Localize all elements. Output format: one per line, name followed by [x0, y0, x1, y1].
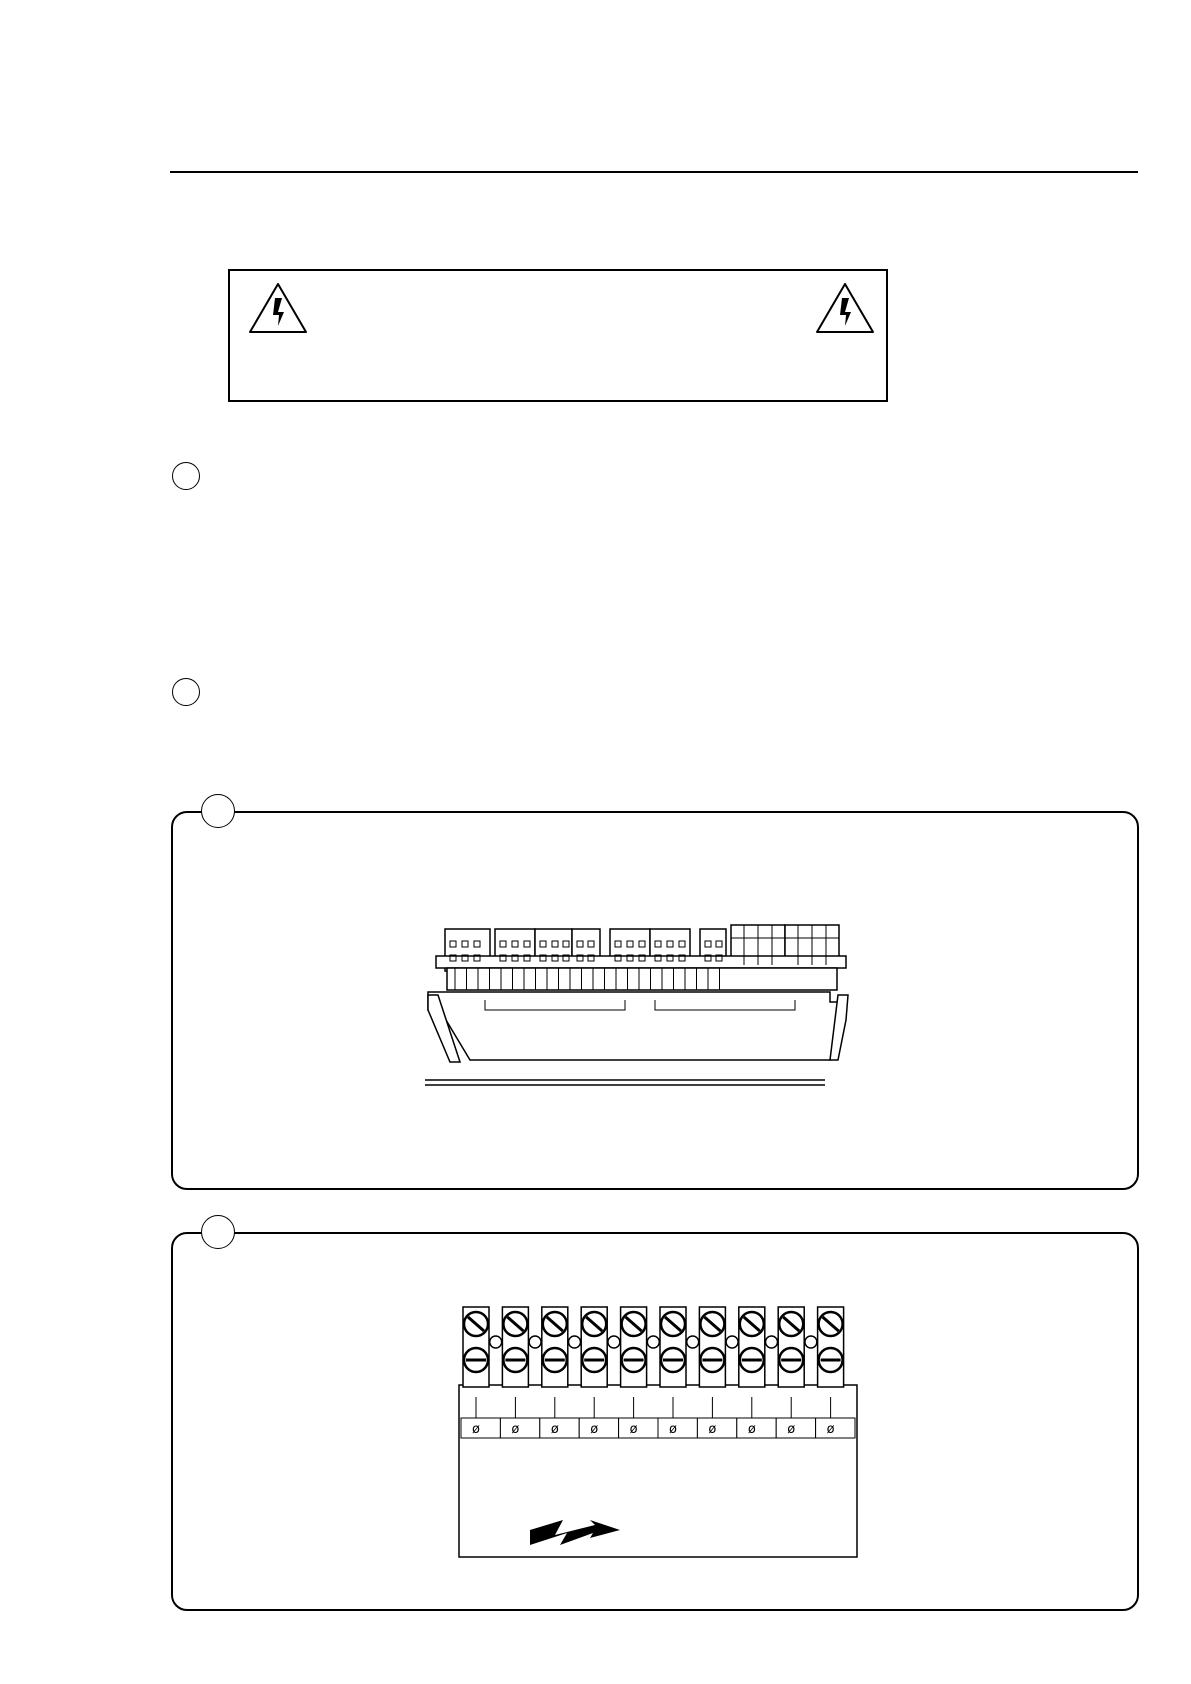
terminal-symbol: ø — [629, 1422, 638, 1437]
screw-terminal — [619, 1307, 658, 1438]
terminal-label-cell — [500, 1418, 539, 1438]
terminal-symbol: ø — [669, 1422, 677, 1437]
terminal-symbol: ø — [511, 1422, 520, 1437]
screw-terminal — [776, 1307, 815, 1438]
terminal-label-cell — [816, 1418, 855, 1438]
high-voltage-warning-icon — [815, 282, 875, 334]
screw-terminal — [816, 1307, 855, 1438]
terminal-label-cell — [658, 1418, 697, 1438]
terminal-symbol: ø — [826, 1422, 835, 1437]
terminal-symbol: ø — [747, 1422, 756, 1437]
screw-terminal — [500, 1307, 539, 1438]
terminal-label-cell — [619, 1418, 658, 1438]
section-marker-1 — [172, 462, 200, 490]
terminal-link-hole — [490, 1336, 502, 1348]
terminal-symbol: ø — [708, 1422, 717, 1437]
terminal-link-hole — [529, 1336, 541, 1348]
screw-terminal — [579, 1307, 618, 1438]
figure-panel-marker — [201, 794, 235, 828]
terminal-symbol: ø — [472, 1422, 480, 1437]
screw-terminal-block-illustration — [455, 1305, 865, 1560]
warning-box — [228, 269, 888, 402]
terminal-block-body — [459, 1385, 857, 1557]
screw-terminal — [540, 1307, 579, 1438]
terminal-link-hole — [569, 1336, 581, 1348]
terminal-label-cell — [579, 1418, 618, 1438]
terminal-label-cell — [697, 1418, 736, 1438]
screw-terminal — [697, 1307, 736, 1438]
terminal-label-cell — [776, 1418, 815, 1438]
terminal-link-hole — [647, 1336, 659, 1348]
terminal-link-hole — [805, 1336, 817, 1348]
screw-terminal — [658, 1307, 697, 1438]
terminal-link-hole — [608, 1336, 620, 1348]
terminal-link-hole — [687, 1336, 699, 1348]
terminal-label-cell — [540, 1418, 579, 1438]
terminal-link-hole — [766, 1336, 778, 1348]
screw-terminal — [461, 1307, 500, 1438]
terminal-label-cell — [461, 1418, 500, 1438]
high-voltage-warning-icon — [248, 282, 308, 334]
header-rule — [170, 171, 1138, 173]
terminal-symbol: ø — [787, 1422, 796, 1437]
terminal-link-hole — [726, 1336, 738, 1348]
terminal-symbol: ø — [590, 1422, 599, 1437]
circuit-board-connectors-illustration — [410, 920, 850, 1090]
figure-panel-marker — [201, 1215, 235, 1249]
terminal-label-cell — [737, 1418, 776, 1438]
terminal-symbol: ø — [550, 1422, 559, 1437]
section-marker-2 — [172, 678, 200, 706]
screw-terminal — [737, 1307, 776, 1438]
